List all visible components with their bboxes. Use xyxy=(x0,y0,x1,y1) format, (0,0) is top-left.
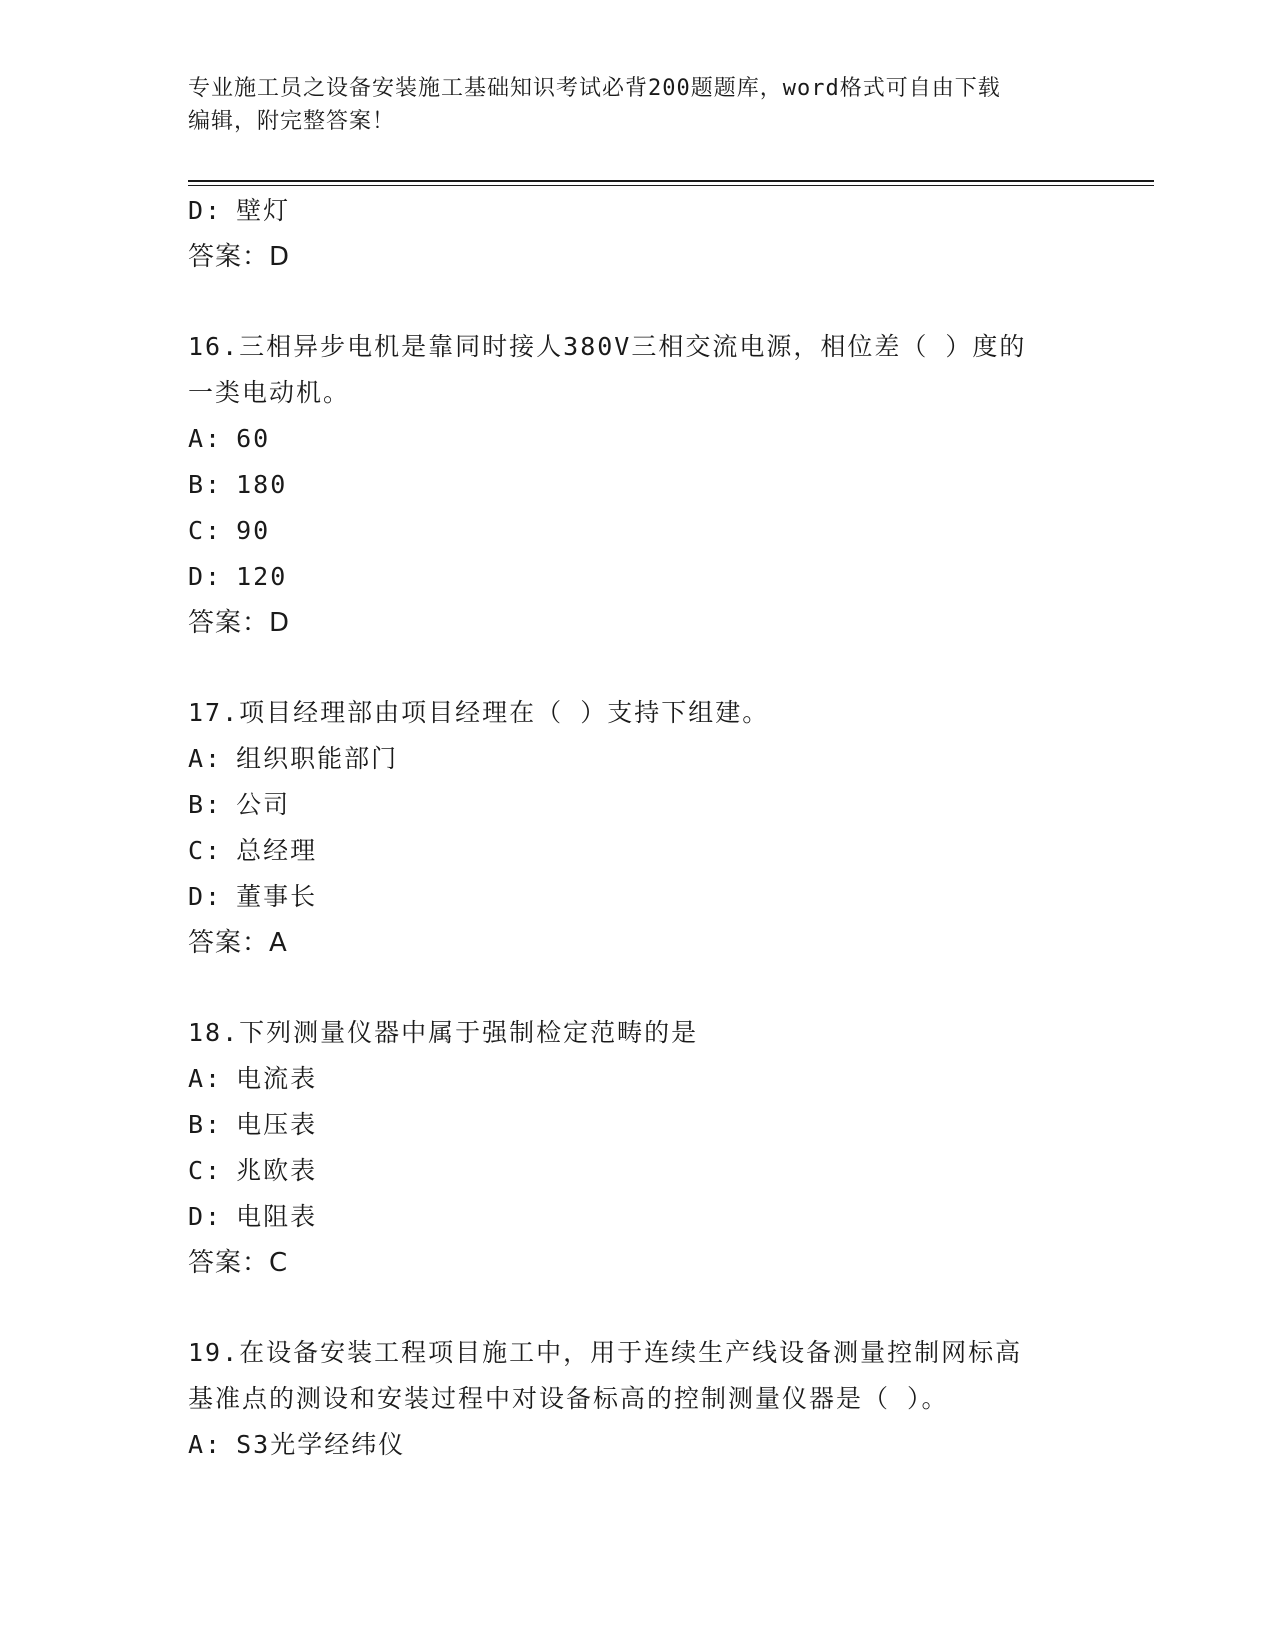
option-key: C: xyxy=(188,1156,223,1185)
question-17 xyxy=(188,690,1088,966)
option-text: 总经理 xyxy=(236,836,318,865)
option-key: B: xyxy=(188,1110,223,1139)
spacer xyxy=(188,280,1088,324)
option-text: 电流表 xyxy=(236,1064,318,1093)
answer-line: 答案：C xyxy=(188,1248,289,1278)
option-key: D: xyxy=(188,562,223,591)
spacer xyxy=(188,1286,1088,1330)
document-header xyxy=(188,72,1068,138)
option-c xyxy=(188,828,1088,874)
question-stem-line-2: 一类电动机。 xyxy=(188,378,351,407)
question-stem-line-2: 基准点的测设和安装过程中对设备标高的控制测量仪器是（ ）。 xyxy=(188,1384,949,1413)
document-body xyxy=(188,188,1088,1468)
spacer xyxy=(188,646,1088,690)
option-text: S3光学经纬仪 xyxy=(236,1430,406,1459)
option-key: A: xyxy=(188,424,223,453)
option-b xyxy=(188,1102,1088,1148)
option-text: 120 xyxy=(236,562,288,591)
option-text: 90 xyxy=(236,516,271,545)
option-key: A: xyxy=(188,1064,223,1093)
option-a xyxy=(188,1056,1088,1102)
option-key: B: xyxy=(188,790,223,819)
option-key: B: xyxy=(188,470,223,499)
option-text: 组织职能部门 xyxy=(236,744,399,773)
option-key: A: xyxy=(188,744,223,773)
answer-line: 答案：D xyxy=(188,242,291,272)
option-text: 电压表 xyxy=(236,1110,318,1139)
option-text: 公司 xyxy=(236,790,291,819)
option-text: 壁灯 xyxy=(236,196,291,225)
question-18 xyxy=(188,1010,1088,1286)
question-stem-line-1: 16.三相异步电机是靠同时接人380V三相交流电源，相位差（ ）度的 xyxy=(188,332,1027,361)
option-key: D: xyxy=(188,882,223,911)
header-title-line-2: 编辑，附完整答案！ xyxy=(188,109,396,134)
option-d xyxy=(188,188,1088,234)
question-stem-line-1: 18.下列测量仪器中属于强制检定范畴的是 xyxy=(188,1018,699,1047)
option-a xyxy=(188,736,1088,782)
option-b xyxy=(188,782,1088,828)
header-title-line-1: 专业施工员之设备安装施工基础知识考试必背200题题库，word格式可自由下载 xyxy=(188,76,1001,101)
option-d xyxy=(188,554,1088,600)
spacer xyxy=(188,966,1088,1010)
option-b xyxy=(188,462,1088,508)
answer-line: 答案：D xyxy=(188,608,291,638)
option-a xyxy=(188,1422,1088,1468)
option-text: 董事长 xyxy=(236,882,318,911)
option-text: 电阻表 xyxy=(236,1202,318,1231)
option-key: C: xyxy=(188,516,223,545)
answer-line: 答案：A xyxy=(188,928,288,958)
option-d xyxy=(188,874,1088,920)
header-divider-thin xyxy=(188,185,1154,186)
option-key: A: xyxy=(188,1430,223,1459)
option-text: 兆欧表 xyxy=(236,1156,318,1185)
question-stem-line-1: 17.项目经理部由项目经理在（ ）支持下组建。 xyxy=(188,698,770,727)
option-text: 60 xyxy=(236,424,271,453)
question-15-tail xyxy=(188,188,1088,280)
option-d xyxy=(188,1194,1088,1240)
option-c xyxy=(188,508,1088,554)
header-divider-thick xyxy=(188,180,1154,182)
option-text: 180 xyxy=(236,470,288,499)
option-c xyxy=(188,1148,1088,1194)
option-a xyxy=(188,416,1088,462)
question-19 xyxy=(188,1330,1088,1468)
question-stem-line-1: 19.在设备安装工程项目施工中，用于连续生产线设备测量控制网标高 xyxy=(188,1338,1023,1367)
option-key: C: xyxy=(188,836,223,865)
question-16 xyxy=(188,324,1088,646)
option-key: D: xyxy=(188,196,223,225)
option-key: D: xyxy=(188,1202,223,1231)
